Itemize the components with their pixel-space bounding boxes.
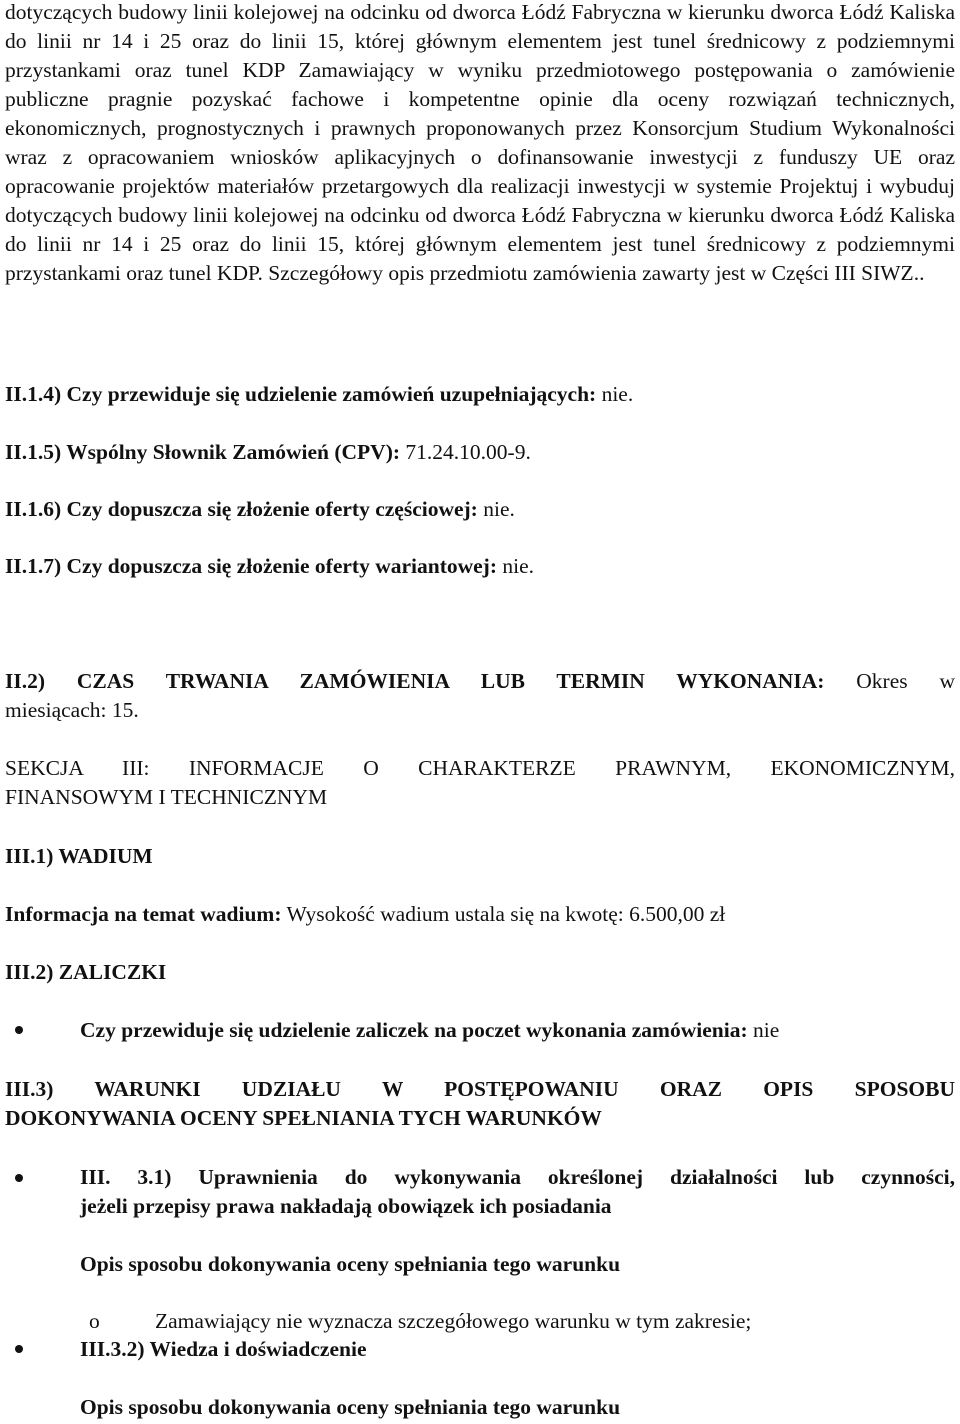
section-iii-3-heading-line1	[5, 1075, 955, 1104]
section-ii-2-line2: miesiącach: 15.	[5, 698, 139, 722]
wadium-info	[5, 900, 725, 929]
wadium-info-value: Wysokość wadium ustala się na kwotę: 6.500,00 zł	[281, 902, 726, 926]
opis-sposobu-label-1: Opis sposobu dokonywania oceny spełniania tego warunku	[80, 1252, 621, 1276]
section-ii-1-7-value: nie.	[497, 554, 535, 578]
zaliczki-value: nie	[747, 1018, 780, 1042]
sub-bullet-text: Zamawiający nie wyznacza szczegółowego warunku w tym zakresie;	[155, 1309, 752, 1333]
sekcja-iii-heading-line2: FINANSOWYM I TECHNICZNYM	[5, 785, 328, 809]
zaliczki-bullet	[80, 1016, 779, 1045]
section-iii-3-heading-text: III.3) WARUNKI UDZIAŁU W POSTĘPOWANIU ORAZ OPIS SPOSOBU	[5, 1077, 955, 1101]
section-ii-1-5	[5, 438, 531, 467]
section-iii-3-heading-line2: DOKONYWANIA OCENY SPEŁNIANIA TYCH WARUNKÓW	[5, 1106, 602, 1130]
section-ii-2-value: Okres w	[856, 669, 956, 693]
bullet-icon	[15, 1345, 23, 1353]
item-iii-3-1-text: III. 3.1) Uprawnienia do wykonywania określonej działalności lub czynności,	[80, 1165, 955, 1189]
bullet-icon	[15, 1026, 23, 1034]
section-ii-1-4-label: II.1.4) Czy przewiduje się udzielenie zamówień uzupełniających:	[5, 382, 597, 406]
section-ii-2-label: II.2) CZAS TRWANIA ZAMÓWIENIA LUB TERMIN WYKONANIA:	[5, 669, 825, 693]
opis-sposobu-label-2: Opis sposobu dokonywania oceny spełniania tego warunku	[80, 1395, 621, 1419]
section-iii-2-heading: III.2) ZALICZKI	[5, 960, 167, 984]
section-ii-1-7-label: II.1.7) Czy dopuszcza się złożenie oferty wariantowej:	[5, 554, 497, 578]
item-iii-3-1-line2: jeżeli przepisy prawa nakładają obowiązek ich posiadania	[80, 1194, 612, 1218]
item-iii-3-1-line1	[80, 1163, 955, 1192]
sekcja-iii-heading-line1	[5, 754, 955, 783]
zaliczki-label: Czy przewiduje się udzielenie zaliczek na poczet wykonania zamówienia:	[80, 1018, 748, 1042]
section-ii-1-5-label: II.1.5) Wspólny Słownik Zamówień (CPV):	[5, 440, 401, 464]
wadium-info-label: Informacja na temat wadium:	[5, 902, 282, 926]
subject-description-paragraph: dotyczących budowy linii kolejowej na odcinku od dworca Łódź Fabryczna w kierunku dworca Łódź Kaliska do linii nr 14 i 25 oraz do linii 15, której głównym elementem jest tunel średnicowy z podziemnymi przystankami oraz tunel KDP Zamawiający w wyniku przedmiotowego postępowania o zamówienie publiczne pragnie pozyskać fachowe i kompetentne opinie dla oceny rozwiązań technicznych, ekonomicznych, prognostycznych i prawnych proponowanych przez Konsorcjum Studium Wykonalności wraz z opracowaniem wniosków aplikacyjnych o dofinansowanie inwestycji z funduszy UE oraz opracowanie projektów materiałów przetargowych dla realizacji inwestycji w systemie Projektuj i wybuduj dotyczących budowy linii kolejowej na odcinku od dworca Łódź Fabryczna w kierunku dworca Łódź Kaliska do linii nr 14 i 25 oraz do linii 15, której głównym elementem jest tunel średnicowy z podziemnymi przystankami oraz tunel KDP. Szczegółowy opis przedmiotu zamówienia zawarty jest w Części III SIWZ..	[5, 0, 955, 285]
section-ii-1-4	[5, 380, 633, 409]
section-ii-2-line1	[5, 667, 955, 696]
item-iii-3-2: III.3.2) Wiedza i doświadczenie	[80, 1337, 367, 1361]
section-ii-1-6-label: II.1.6) Czy dopuszcza się złożenie oferty częściowej:	[5, 497, 478, 521]
section-ii-1-7	[5, 552, 534, 581]
sekcja-iii-heading-text: SEKCJA III: INFORMACJE O CHARAKTERZE PRAWNYM, EKONOMICZNYM,	[5, 756, 955, 780]
section-ii-1-6	[5, 495, 515, 524]
section-ii-1-5-value: 71.24.10.00-9.	[400, 440, 531, 464]
bullet-icon	[15, 1174, 23, 1182]
section-ii-1-6-value: nie.	[477, 497, 515, 521]
circle-bullet-icon: o	[89, 1309, 100, 1333]
section-ii-1-4-value: nie.	[596, 382, 634, 406]
section-iii-1-heading: III.1) WADIUM	[5, 844, 153, 868]
